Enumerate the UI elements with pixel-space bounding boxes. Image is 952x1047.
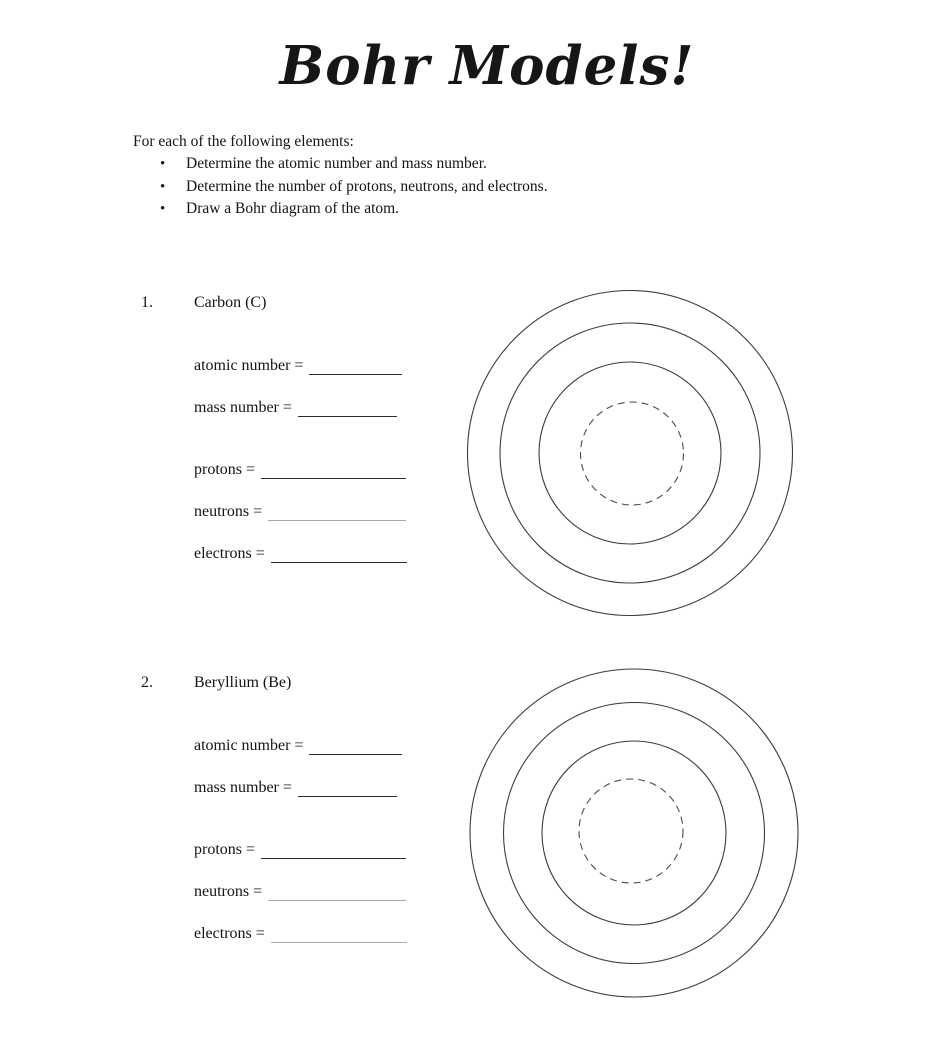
protons-blank — [261, 461, 406, 479]
neutrons-label: neutrons = — [194, 883, 263, 900]
list-item — [133, 198, 548, 220]
electrons-row — [194, 924, 481, 943]
protons-label: protons = — [194, 461, 256, 478]
element-name: Beryllium (Be) — [194, 674, 292, 691]
element-name: Carbon (C) — [194, 294, 267, 311]
mass-number-blank — [298, 399, 397, 417]
problem-2-header — [141, 673, 481, 692]
electrons-label: electrons = — [194, 545, 265, 562]
electrons-label: electrons = — [194, 925, 265, 942]
protons-row — [194, 460, 481, 479]
bohr-diagram-1-svg — [463, 286, 797, 620]
bullet-text: Determine the atomic number and mass number. — [186, 155, 487, 173]
electrons-blank — [271, 925, 407, 943]
bullet-icon: • — [160, 201, 166, 218]
problem-2-fields — [194, 736, 481, 943]
field-group-gap — [194, 820, 481, 840]
shell-ring-middle — [504, 703, 765, 964]
bullet-text: Determine the number of protons, neutrons, and electrons. — [186, 177, 548, 195]
bullet-icon: • — [160, 156, 166, 173]
neutrons-row — [194, 502, 481, 521]
instructions-block — [133, 131, 548, 221]
instructions-intro: For each of the following elements: — [133, 133, 354, 150]
neutrons-blank — [268, 503, 406, 521]
mass-number-label: mass number = — [194, 779, 292, 796]
shell-ring-outer — [468, 291, 793, 616]
electrons-row — [194, 544, 481, 563]
shell-ring-outer — [470, 669, 798, 997]
electrons-blank — [271, 545, 407, 563]
neutrons-label: neutrons = — [194, 503, 263, 520]
protons-blank — [261, 841, 406, 859]
problem-1-header — [141, 293, 481, 312]
atomic-number-blank — [309, 357, 402, 375]
protons-label: protons = — [194, 841, 256, 858]
field-group-gap — [194, 440, 481, 460]
bullet-text: Draw a Bohr diagram of the atom. — [186, 200, 400, 218]
problem-number: 1. — [141, 294, 153, 311]
nucleus-dashed-circle — [581, 402, 684, 505]
page-title: Bohr Models! — [279, 35, 695, 97]
bohr-diagram-2-svg — [466, 665, 802, 1001]
bohr-diagram-1 — [463, 286, 797, 620]
mass-number-row — [194, 398, 481, 417]
neutrons-row — [194, 882, 481, 901]
atomic-number-blank — [309, 737, 402, 755]
mass-number-row — [194, 778, 481, 797]
bohr-diagram-2 — [466, 665, 802, 1001]
mass-number-label: mass number = — [194, 399, 292, 416]
list-item — [133, 176, 548, 198]
problem-1-fields — [194, 356, 481, 563]
atomic-number-label: atomic number = — [194, 357, 304, 374]
shell-ring-inner — [542, 741, 726, 925]
atomic-number-label: atomic number = — [194, 737, 304, 754]
problem-number: 2. — [141, 674, 153, 691]
neutrons-blank — [268, 883, 406, 901]
mass-number-blank — [298, 779, 397, 797]
atomic-number-row — [194, 736, 481, 755]
bullet-icon: • — [160, 178, 166, 195]
nucleus-dashed-circle — [579, 779, 683, 883]
list-item — [133, 153, 548, 175]
protons-row — [194, 840, 481, 859]
shell-ring-inner — [539, 362, 721, 544]
problem-1 — [141, 293, 481, 586]
atomic-number-row — [194, 356, 481, 375]
instructions-bullet-list — [133, 153, 548, 220]
problem-2 — [141, 673, 481, 966]
